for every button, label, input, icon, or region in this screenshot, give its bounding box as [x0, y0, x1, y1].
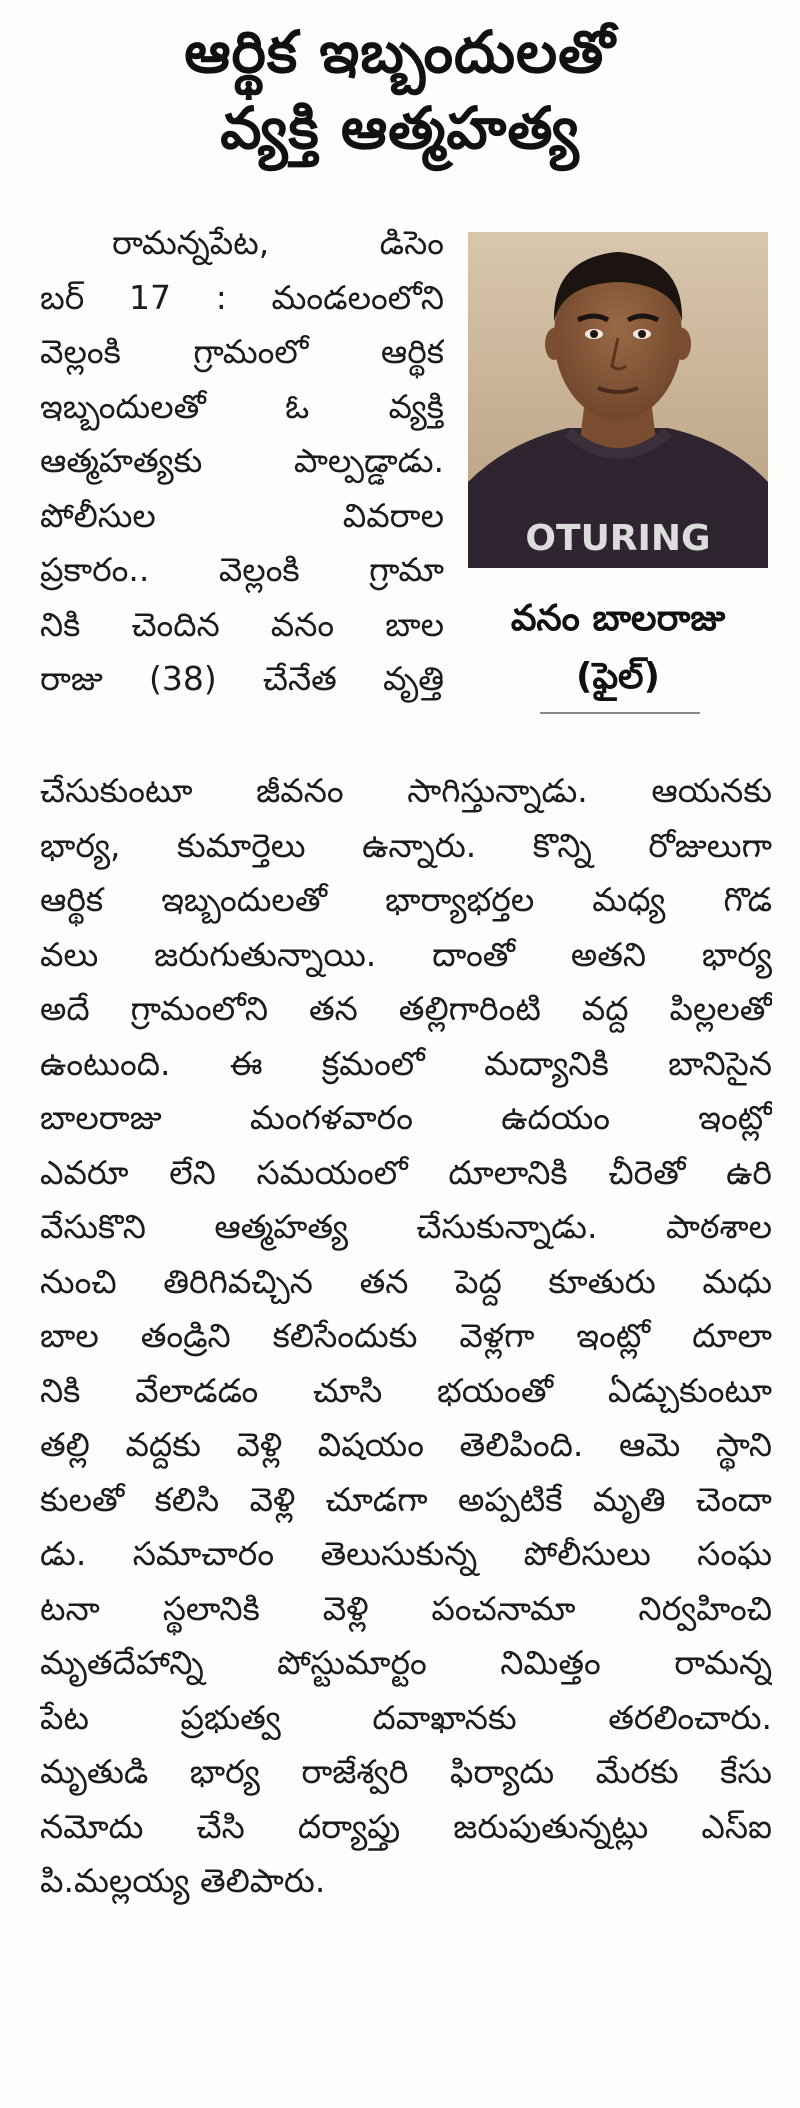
- body-line: ఎవరూ లేని సమయంలో దూలానికి చీరెతో ఉరి: [40, 1152, 772, 1192]
- body-line: ప్రకారం.. వెల్లంకి గ్రామా: [40, 550, 444, 589]
- body-line: వలు జరుగుతున్నాయి. దాంతో అతని భార్య: [40, 934, 772, 974]
- body-line: నికి చెందిన వనం బాల: [40, 604, 444, 644]
- body-line: బాల తండ్రిని కలిసేందుకు వెళ్లగా ఇంట్లో దూలా: [40, 1316, 772, 1355]
- body-line: నికి వేలాడడం చూసి భయంతో ఏడ్చుకుంటూ: [40, 1370, 772, 1410]
- portrait-photo: [468, 232, 768, 568]
- body-line: రామన్నపేట, డిసెం: [112, 223, 444, 262]
- body-line: ఉంటుంది. ఈ క్రమంలో మద్యానికి బానిసైన: [40, 1043, 772, 1083]
- photo-caption-tag: (ఫైల్): [575, 656, 661, 697]
- body-line: పి.మల్లయ్య తెలిపారు.: [40, 1861, 326, 1900]
- body-line: అదే గ్రామంలోని తన తల్లిగారింటి వద్ద పిల్లలతో: [40, 989, 772, 1028]
- body-line: పోలీసుల వివరాల: [40, 495, 444, 535]
- headline-line-1: ఆర్థిక ఇబ్బందులతో: [184, 18, 616, 86]
- body-line: ఆర్థిక ఇబ్బందులతో భార్యాభర్తల మధ్య గొడ: [40, 880, 772, 919]
- article-body-wide-column: [40, 764, 772, 1909]
- body-line: ఇబ్బందులతో ఓ వ్యక్తి: [40, 386, 444, 426]
- body-line: ఆత్మహత్యకు పాల్పడ్డాడు.: [40, 441, 444, 480]
- body-line: బాలరాజు మంగళవారం ఉదయం ఇంట్లో: [40, 1098, 772, 1137]
- caption-divider: [540, 712, 700, 714]
- headline-line-2: వ్యక్తి ఆత్మహత్య: [220, 94, 580, 162]
- body-line: కులతో కలిసి వెళ్లి చూడగా అప్పటికే మృతి చెందా: [40, 1479, 772, 1519]
- body-line: తల్లి వద్దకు వెళ్లి విషయం తెలిపింది. ఆమె స్థాని: [40, 1425, 772, 1464]
- body-line: మృతుడి భార్య రాజేశ్వరి ఫిర్యాదు మేరకు కేసు: [40, 1752, 772, 1791]
- body-line: టనా స్థలానికి వెళ్లి పంచనామా నిర్వహించి: [40, 1588, 772, 1628]
- photo-caption-name: వనం బాలరాజు: [510, 598, 726, 639]
- body-line: వేసుకొని ఆత్మహత్య చేసుకున్నాడు. పాఠశాల: [40, 1207, 772, 1246]
- article-body-narrow-column: [40, 216, 444, 707]
- body-line: రాజు (38) చేనేత వృత్తి: [40, 659, 444, 698]
- body-line: డు. సమాచారం తెలుసుకున్న పోలీసులు సంఘ: [40, 1534, 772, 1573]
- body-line: చేసుకుంటూ జీవనం సాగిస్తున్నాడు. ఆయనకు: [40, 771, 772, 810]
- body-line: నమోదు చేసి దర్యాప్తు జరుపుతున్నట్లు ఎస్ఐ: [40, 1806, 772, 1846]
- body-line: బర్ 17 : మండలంలోని: [40, 277, 444, 317]
- body-line: వెల్లంకి గ్రామంలో ఆర్థిక: [40, 332, 444, 371]
- photo-caption: [468, 590, 768, 706]
- body-line: నుంచి తిరిగివచ్చిన తన పెద్ద కూతురు మధు: [40, 1261, 772, 1301]
- portrait-illustration: [468, 232, 768, 568]
- body-line: పేట ప్రభుత్వ దవాఖానకు తరలించారు.: [40, 1697, 772, 1737]
- shirt-print-text: OTURING: [525, 518, 711, 559]
- body-line: భార్య, కుమార్తెలు ఉన్నారు. కొన్ని రోజులుగా: [40, 825, 772, 865]
- headline: [0, 14, 800, 166]
- body-line: మృతదేహాన్ని పోస్టుమార్టం నిమిత్తం రామన్న: [40, 1643, 772, 1682]
